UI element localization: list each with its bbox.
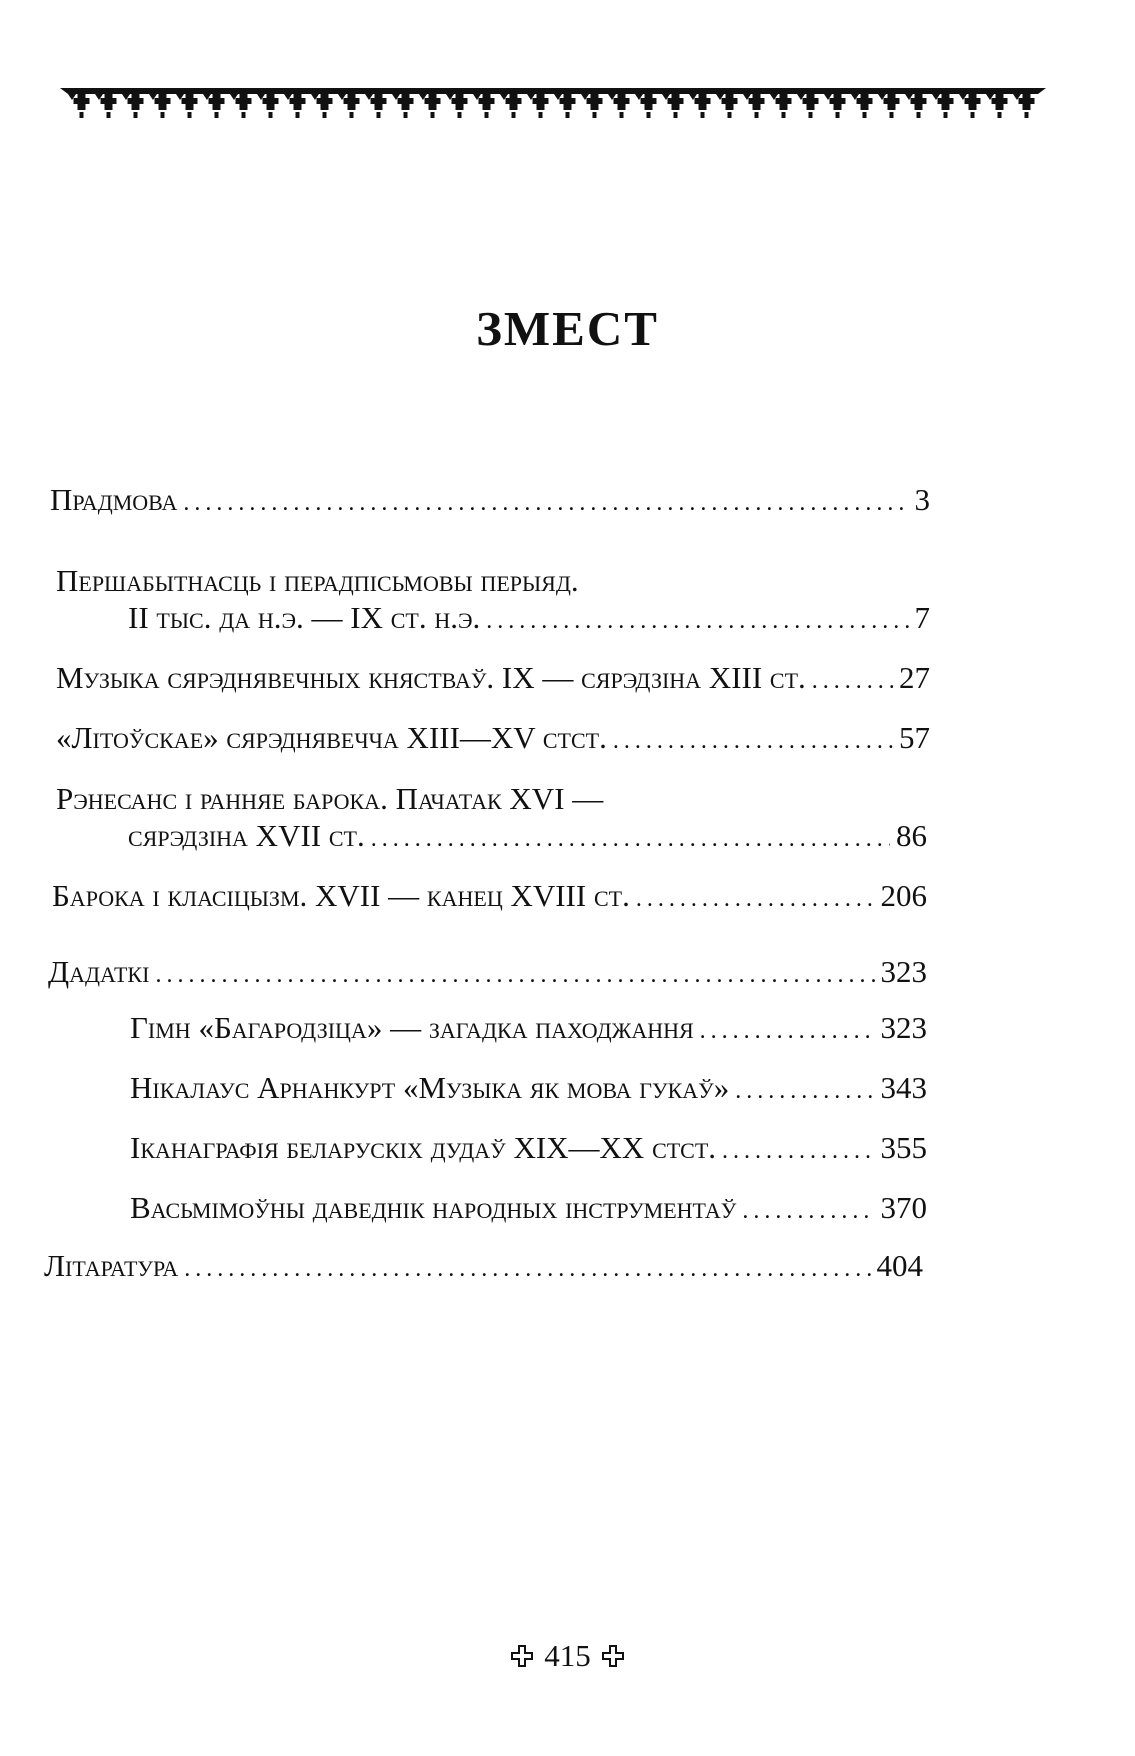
toc-entry-literature: [44, 1248, 923, 1284]
toc-leader-dots: [742, 1198, 874, 1225]
toc-page-number: 7: [914, 600, 930, 635]
toc-page-number: 27: [899, 660, 930, 695]
toc-entry-title: II тыс. да н.э. — IX ст. н.э.: [128, 600, 481, 635]
toc-entry-title: Васьмімоўны даведнік народных інструментаў: [130, 1190, 737, 1225]
toc-leader-dots: [371, 826, 890, 853]
toc-entry-harnoncourt: [130, 1070, 927, 1106]
toc-leader-dots: [183, 490, 908, 517]
toc-entry-title: сярэдзіна XVII ст.: [128, 818, 365, 853]
toc-page-number: 323: [880, 954, 927, 989]
toc-page-number: 370: [880, 1190, 927, 1225]
toc-entry-title: Музыка сярэднявечных княстваў. IX — сярэдзіна XIII ст.: [56, 660, 806, 695]
toc-entry-title: Дадаткі: [48, 954, 150, 989]
toc-entry-foreword: [50, 482, 930, 518]
toc-entry-lithuanian-middle-ages: [56, 720, 930, 756]
page-number: 415: [544, 1638, 591, 1673]
toc-page-number: 86: [896, 818, 927, 853]
toc-entry-medieval-principalities: [56, 660, 930, 696]
toc-entry-renaissance-line1: Рэнесанс і ранняе барока. Пачатак XVI —: [56, 781, 604, 816]
toc-leader-dots: [722, 1138, 874, 1165]
toc-entry-hymn-bogorodica: [130, 1010, 927, 1046]
toc-leader-dots: [184, 1256, 870, 1283]
toc-entry-title: Літаратура: [44, 1248, 179, 1283]
toc-entry-prehistory-line1: Першабытнасць і перадпісьмовы перыяд.: [56, 563, 579, 598]
toc-entry-title: Прадмова: [50, 482, 178, 517]
toc-entry-eight-language-guide: [130, 1190, 927, 1226]
toc-entry-appendices: [48, 954, 927, 990]
toc-leader-dots: [486, 608, 908, 635]
toc-leader-dots: [155, 962, 874, 989]
toc-entry-title: «Літоўскае» сярэднявечча XIII—XV стст.: [56, 720, 607, 755]
toc-leader-dots: [735, 1078, 874, 1105]
toc-entry-title: Нікалаус Арнанкурт «Музыка як мова гукаў»: [130, 1070, 730, 1105]
decorative-ornament-border: [60, 88, 1046, 128]
toc-page-number: 355: [880, 1130, 927, 1165]
toc-entry-iconography-bagpipes: [130, 1130, 927, 1166]
toc-entry-title: Барока і класіцызм. XVII — канец XVIII ст.: [52, 878, 630, 913]
toc-entry-baroque-classicism: [52, 878, 927, 914]
toc-entry-title: Іканаграфія беларускіх дудаў XIX—XX стст.: [130, 1130, 717, 1165]
cross-ornament-icon: [601, 1644, 625, 1668]
toc-page-number: 323: [880, 1010, 927, 1045]
toc-page-number: 343: [880, 1070, 927, 1105]
toc-leader-dots: [636, 886, 875, 913]
toc-leader-dots: [700, 1018, 875, 1045]
toc-page-number: 57: [899, 720, 930, 755]
toc-page-number: 206: [880, 878, 927, 913]
page-title: ЗМЕСТ: [476, 301, 659, 356]
toc-entry-title: Гімн «Багародзіца» — загадка паходжання: [130, 1010, 694, 1045]
toc-entry-renaissance: [128, 818, 927, 854]
toc-page-number: 3: [914, 482, 930, 517]
toc-leader-dots: [613, 728, 893, 755]
cross-ornament-icon: [510, 1644, 534, 1668]
page-footer: [0, 1638, 1135, 1674]
toc-leader-dots: [812, 668, 893, 695]
toc-page-number: 404: [876, 1248, 923, 1283]
toc-entry-prehistory: [128, 600, 930, 636]
